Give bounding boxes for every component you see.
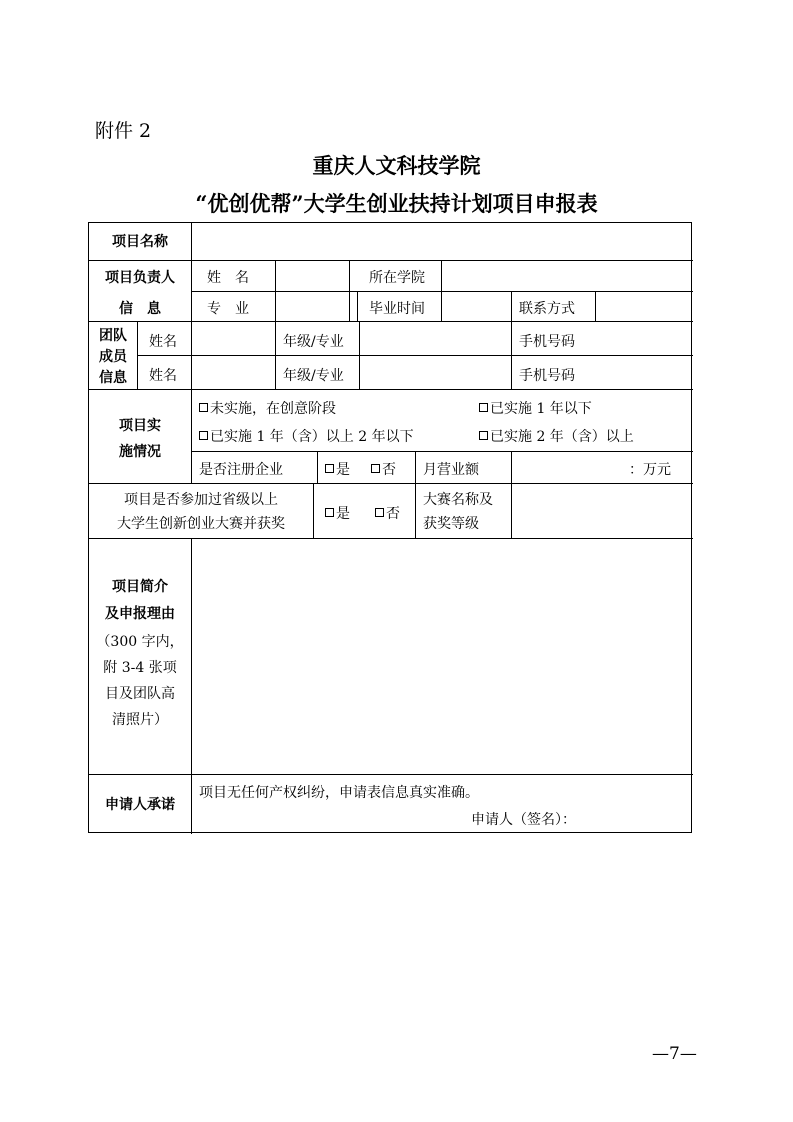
team-grade-major-label: 年级/专业 [283, 368, 344, 384]
intro-note-3: 目及团队高 [105, 686, 175, 702]
contest-question-2: 大学生创新创业大赛并获奖 [117, 516, 285, 532]
leader-info-label: 项目负责人 [105, 270, 175, 286]
col-line [349, 260, 350, 321]
status-option-1-to-2-years[interactable]: 已实施 1 年（含）以上 2 年以下 [199, 428, 414, 446]
contest-name-label-2: 获奖等级 [423, 516, 479, 532]
row-line [191, 451, 693, 452]
status-label-1: 项目实 [119, 418, 161, 434]
leader-college-label: 所在学院 [369, 270, 425, 286]
team-label-1: 团队 [99, 328, 127, 344]
checkbox-icon [479, 403, 488, 412]
intro-note-1: （300 字内， [96, 634, 184, 650]
row-line [89, 321, 693, 322]
team-name-label: 姓名 [149, 368, 177, 384]
col-line [511, 483, 512, 538]
project-name-label: 项目名称 [112, 234, 168, 250]
col-line [191, 389, 192, 483]
col-line [313, 483, 314, 538]
team-label-2: 成员 [99, 349, 127, 365]
intro-label-2: 及申报理由 [105, 606, 175, 622]
pledge-label: 申请人承诺 [105, 797, 175, 813]
col-line [441, 260, 442, 291]
signature-label: 申请人（签名）： [471, 812, 576, 828]
col-line [415, 451, 416, 483]
row-line [89, 538, 693, 539]
checkbox-icon [325, 508, 334, 517]
row-line [89, 260, 693, 261]
team-name-label: 姓名 [149, 334, 177, 350]
status-label-2: 施情况 [119, 444, 161, 460]
col-line [511, 451, 512, 483]
document-title: 重庆人文科技学院 [312, 153, 481, 178]
row-line [191, 291, 693, 292]
checkbox-icon [325, 464, 334, 473]
registered-label: 是否注册企业 [199, 462, 283, 478]
col-line [511, 321, 512, 389]
team-label-3: 信息 [99, 370, 127, 386]
col-line [137, 321, 138, 389]
col-line [317, 451, 318, 483]
team-phone-label: 手机号码 [519, 334, 575, 350]
revenue-unit: ：万元 [629, 462, 671, 478]
col-line [357, 291, 358, 321]
contest-name-label-1: 大赛名称及 [423, 492, 493, 508]
col-line [275, 321, 276, 389]
team-phone-label: 手机号码 [519, 368, 575, 384]
checkbox-icon [371, 464, 380, 473]
col-line [275, 260, 276, 321]
contest-question-1: 项目是否参加过省级以上 [124, 492, 278, 508]
col-line [511, 291, 512, 321]
checkbox-icon [479, 431, 488, 440]
col-line [359, 321, 360, 389]
attachment-label: 附件 2 [95, 120, 152, 142]
document-subtitle: “优创优帮”大学生创业扶持计划项目申报表 [195, 191, 598, 216]
intro-note-4: 清照片） [112, 712, 168, 728]
col-line [441, 291, 442, 321]
row-line [137, 355, 693, 356]
status-option-under-1-year[interactable]: 已实施 1 年以下 [479, 400, 592, 418]
row-line [89, 774, 693, 775]
status-option-not-started[interactable]: 未实施，在创意阶段 [199, 400, 336, 418]
col-line [595, 291, 596, 321]
col-line [415, 483, 416, 538]
pledge-text: 项目无任何产权纠纷，申请表信息真实准确。 [199, 785, 479, 801]
leader-info-label-2: 信 息 [119, 301, 161, 317]
page-number: —7— [652, 1044, 697, 1064]
intro-label-1: 项目简介 [112, 579, 168, 595]
col-line [191, 538, 192, 834]
row-line [89, 483, 693, 484]
leader-major-label: 专 业 [207, 301, 249, 317]
contest-no-option[interactable]: 否 [375, 505, 400, 523]
checkbox-icon [375, 508, 384, 517]
leader-contact-label: 联系方式 [519, 301, 575, 317]
registered-no-option[interactable]: 否 [371, 461, 396, 479]
checkbox-icon [199, 431, 208, 440]
checkbox-icon [199, 403, 208, 412]
leader-name-label: 姓 名 [207, 270, 249, 286]
leader-grad-time-label: 毕业时间 [369, 301, 425, 317]
application-form-table [88, 222, 692, 833]
team-grade-major-label: 年级/专业 [283, 334, 344, 350]
intro-note-2: 附 3-4 张项 [103, 660, 177, 676]
col-line [191, 223, 192, 389]
status-option-over-2-years[interactable]: 已实施 2 年（含）以上 [479, 428, 634, 446]
row-line [89, 389, 693, 390]
registered-yes-option[interactable]: 是 [325, 461, 350, 479]
monthly-revenue-label: 月营业额 [423, 462, 479, 478]
contest-yes-option[interactable]: 是 [325, 505, 350, 523]
